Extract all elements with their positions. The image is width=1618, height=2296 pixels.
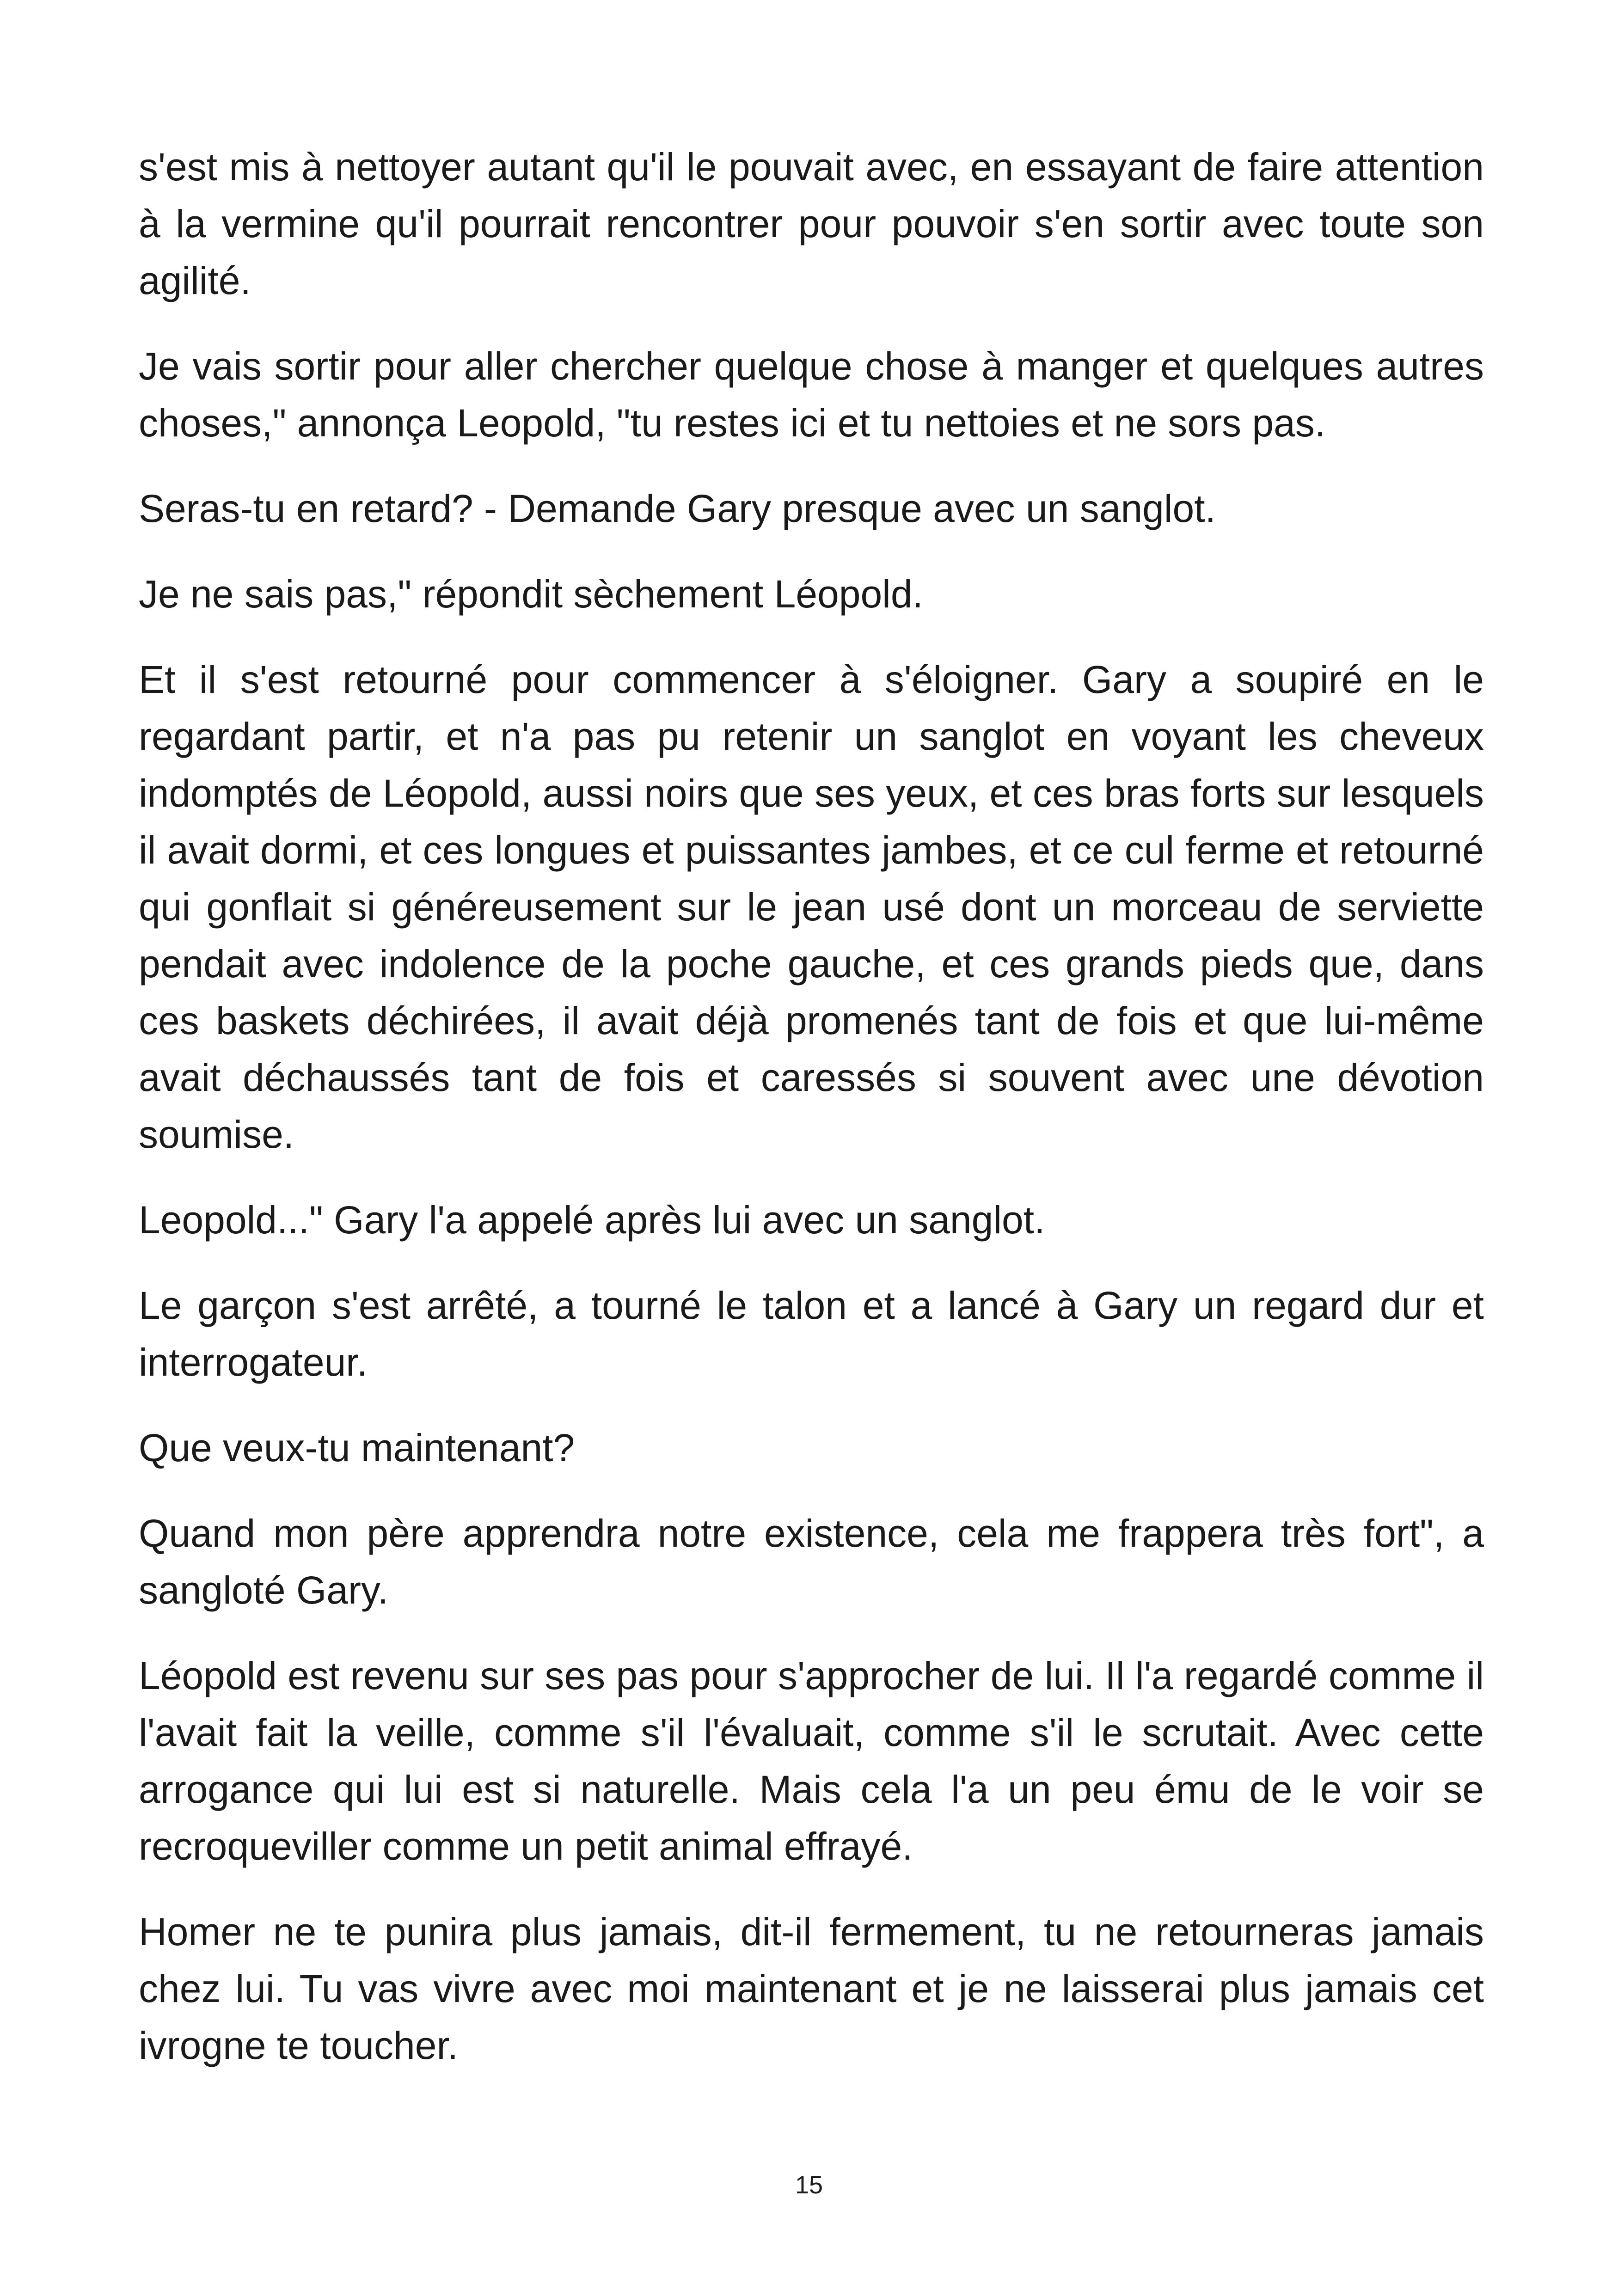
- paragraph: Leopold..." Gary l'a appelé après lui avec un sanglot.: [139, 1198, 1045, 1242]
- paragraph: Seras-tu en retard? - Demande Gary presque avec un sanglot.: [139, 487, 1216, 530]
- paragraph: Léopold est revenu sur ses pas pour s'approcher de lui. Il l'a regardé comme il l'avait fait la veille, comme s'il l'évaluait, comme s'il le scrutait. Avec cette arrogance qui lui est si naturelle. Mais cela l'a un peu ému de le voir se recroqueviller comme un petit animal effrayé.: [139, 1654, 1484, 1868]
- paragraph: Homer ne te punira plus jamais, dit-il fermement, tu ne retourneras jamais chez lui. Tu vas vivre avec moi maintenant et je ne laisserai plus jamais cet ivrogne te toucher.: [139, 1910, 1484, 2067]
- paragraph: s'est mis à nettoyer autant qu'il le pouvait avec, en essayant de faire attention à la vermine qu'il pourrait rencontrer pour pouvoir s'en sortir avec toute son agilité.: [139, 145, 1484, 302]
- paragraph: Et il s'est retourné pour commencer à s'éloigner. Gary a soupiré en le regardant partir, et n'a pas pu retenir un sanglot en voyant les cheveux indomptés de Léopold, aussi noirs que ses yeux, et ces bras forts sur lesquels il avait dormi, et ces longues et puissantes jambes, et ce cul ferme et retourné qui gonflait si généreusement sur le jean usé dont un morceau de serviette pendait avec indolence de la poche gauche, et ces grands pieds que, dans ces baskets déchirées, il avait déjà promenés tant de fois et que lui-même avait déchaussés tant de fois et caressés si souvent avec une dévotion soumise.: [139, 658, 1484, 1156]
- paragraph: Je vais sortir pour aller chercher quelque chose à manger et quelques autres choses," annonça Leopold, "tu restes ici et tu nettoies et ne sors pas.: [139, 344, 1484, 445]
- body-text: [139, 139, 1484, 2103]
- paragraph: Le garçon s'est arrêté, a tourné le talon et a lancé à Gary un regard dur et interrogateur.: [139, 1284, 1484, 1384]
- paragraph: Quand mon père apprendra notre existence, cela me frappera très fort", a sangloté Gary.: [139, 1512, 1484, 1612]
- page-number: 15: [795, 2171, 823, 2199]
- paragraph: Je ne sais pas," répondit sèchement Léopold.: [139, 572, 923, 616]
- paragraph: Que veux-tu maintenant?: [139, 1426, 575, 1469]
